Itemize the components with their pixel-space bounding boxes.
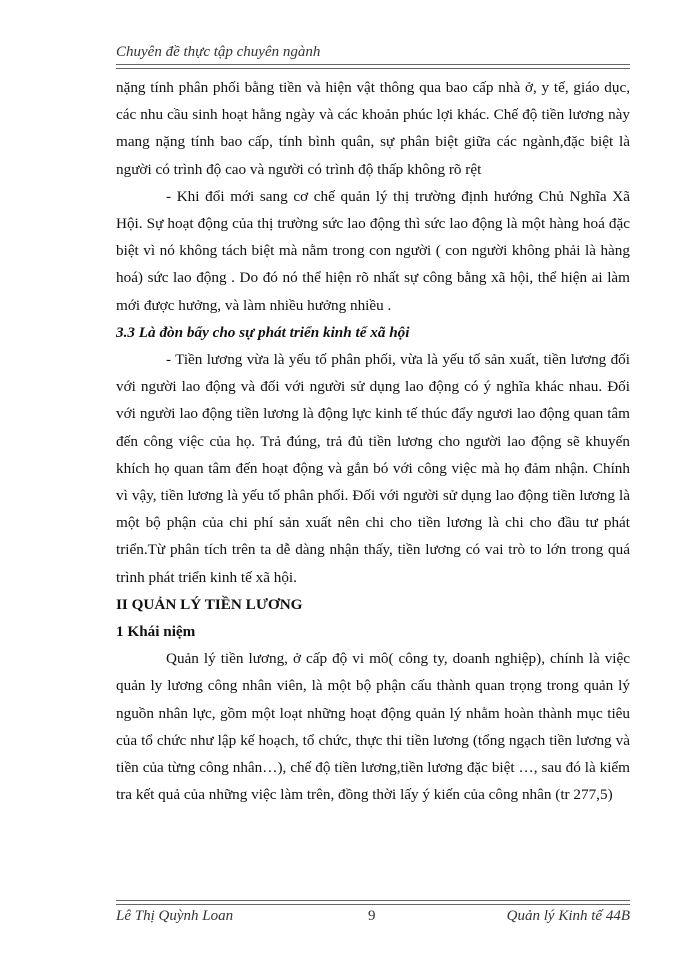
page-body	[116, 74, 630, 808]
page-header: Chuyên đề thực tập chuyên ngành	[116, 44, 321, 60]
paragraph-1: nặng tính phân phối bằng tiền và hiện vật thông qua bao cấp nhà ở, y tế, giáo dục, các nhu cầu sinh hoạt hằng ngày và các khoản phúc lợi khác. Chế độ tiền lương này mang nặng tính bao cấp, tính bình quân, sự phân biệt giữa các ngành,đặc biệt là người có trình độ cao và người có trình độ thấp không rõ rệt	[116, 79, 630, 178]
paragraph-4: Quản lý tiền lương, ở cấp độ vi mô( công ty, doanh nghiệp), chính là việc quản ly lương công nhân viên, là một bộ phận cấu thành quan trọng trong quản lý nguồn nhân lực, gồm một loạt những hoạt động quản lý nhằm hoàn thành mục tiêu của tổ chức như lập kế hoạch, tổ chức, thực thi tiền lương (tổng ngạch tiền lương và tiền của từng công nhân…), chế độ tiền lương,tiền lương đặc biệt …, sau đó là kiểm tra kết quả của những việc làm trên, đồng thời lấy ý kiến của công nhân (tr 277,5)	[116, 650, 630, 804]
section-heading-3-3: 3.3 Là đòn bẩy cho sự phát triển kinh tế xã hội	[116, 323, 410, 341]
section-heading-1: 1 Khái niệm	[116, 623, 196, 641]
header-rule	[116, 64, 630, 69]
section-heading-ii: II QUẢN LÝ TIỀN LƯƠNG	[116, 595, 303, 613]
page-footer	[116, 908, 630, 928]
paragraph-3: - Tiền lương vừa là yếu tố phân phối, vừa là yếu tố sản xuất, tiền lương đối với người lao động và đối với người sử dụng lao động có ý nghĩa khác nhau. Đối với người lao động tiền lương là động lực kinh tế thúc đẩy ngươi lao động quan tâm đến công việc của họ. Trả đúng, trả đủ tiền lương cho người lao động sẽ khuyến khích họ quan tâm đến hoạt động và gắn bó với công việc mà họ đảm nhận. Chính vì vậy, tiền lương là yếu tố phân phối. Đối với người sử dụng lao động tiền lương là một bộ phận của chi phí sản xuất nên chi cho tiền lương là chi cho đầu tư phát triển.Từ phân tích trên ta dễ dàng nhận thấy, tiền lương có vai trò to lớn trong quá trình phát triển kinh tế xã hội.	[116, 351, 630, 586]
paragraph-2: - Khi đổi mới sang cơ chế quản lý thị trường định hướng Chủ Nghĩa Xã Hội. Sự hoạt động của thị trường sức lao động thì sức lao động là một hàng hoá đặc biệt vì nó không tách biệt mà nằm trong con người ( con người không phải là hàng hoá) sức lao động . Do đó nó thể hiện rõ nhất sự công bằng xã hội, thể hiện ai làm mới được hưởng, và làm nhiều hưởng nhiều .	[116, 187, 630, 314]
footer-rule	[116, 900, 630, 905]
page-number: 9	[368, 908, 376, 924]
footer-class: Quản lý Kinh tế 44B	[506, 908, 630, 924]
footer-author: Lê Thị Quỳnh Loan	[116, 908, 234, 924]
